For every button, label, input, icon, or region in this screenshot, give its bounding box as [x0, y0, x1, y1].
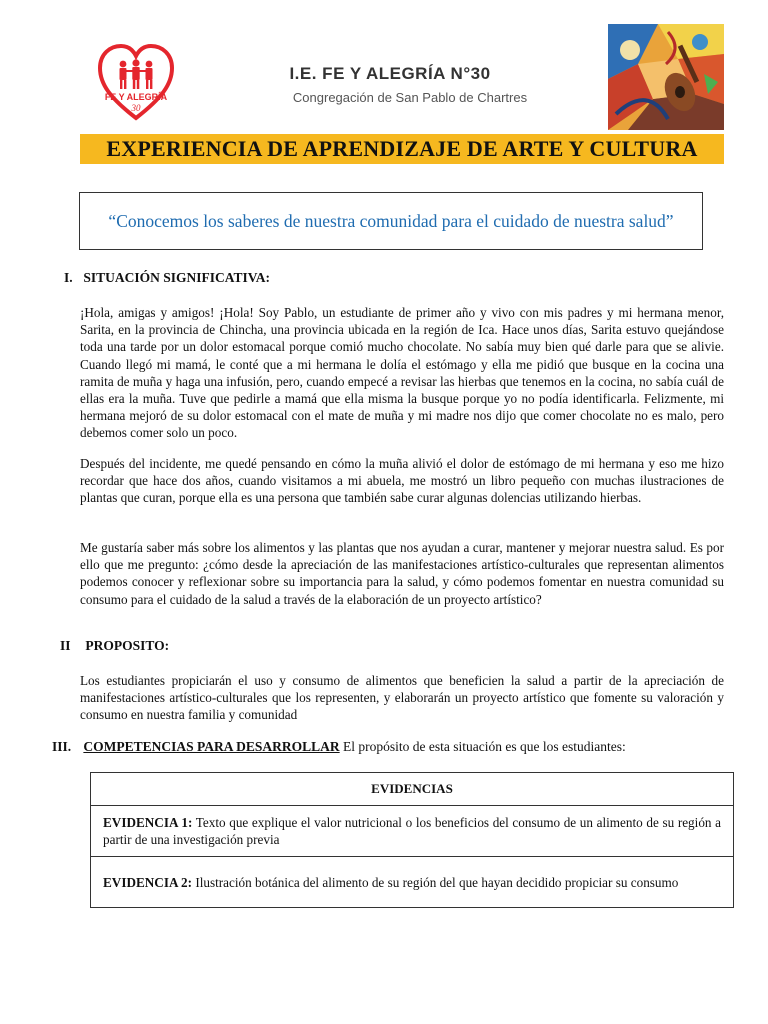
purpose-paragraph: Los estudiantes propiciarán el uso y consumo de alimentos que beneficien la salud a partir de la apreciación de manifestaciones artístico-culturales que los representen, y elaborarán un proyecto artístico que fomente su valoración y consumo en nuestra familia y comunidad [80, 673, 724, 723]
fe-y-alegria-logo [96, 44, 176, 122]
evidence-table [90, 772, 734, 908]
situation-paragraph-3: Me gustaría saber más sobre los alimentos y las plantas que nos ayudan a curar, mantener y mejorar nuestra salud. Es por ello que me pregunto: ¿cómo desde la apreciación de las manifestaciones artístico-culturales que representan alimentos podemos conocer y reflexionar sobre su importancia para la salud, y cómo podemos fomentar en nuestra comunidad su consumo para el cuidado de la salud a través de la elaboración de un proyecto artístico? [80, 540, 724, 607]
title-banner [80, 134, 724, 164]
evidence-1-cell [91, 806, 734, 857]
logo-text: FE Y ALEGRÍA [104, 92, 168, 102]
theme-quote-box [79, 192, 703, 250]
logo-number: 30 [131, 103, 141, 113]
section-2-number: II [60, 638, 71, 653]
page-title: EXPERIENCIA DE APRENDIZAJE DE ARTE Y CULTURA [106, 136, 698, 161]
situation-paragraph-1: ¡Hola, amigas y amigos! ¡Hola! Soy Pablo, un estudiante de primer año y vivo con mis padres y mi hermana menor, Sarita, en la provincia de Chincha, una provincia ubicada en la región de Ica. Hace unos días, Sarita estuvo quejándose toda una tarde por un dolor estomacal porque comió mucho chocolate. No sabía muy bien qué darle para que se alivie. Cuando llegó mi mamá, le conté que a mi hermana le dolía el estómago y ella me pidió que busque en la cocina una ramita de muña y haga una infusión, pero, cuando empecé a revisar las hierbas que tenemos en la cocina, no sabía cuál de ellas era la muña. Tuve que pedirle a mamá que ella misma la busque porque yo no podía identificarla. Felizmente, mi hermana mejoró de su dolor estomacal con el mate de muña y mi madre nos dijo que comer chocolate no es malo, pero debemos comer solo un poco. [80, 305, 724, 441]
table-row [91, 857, 734, 908]
theme-quote: “Conocemos los saberes de nuestra comunidad para el cuidado de nuestra salud” [108, 211, 674, 231]
section-1-heading [64, 270, 270, 286]
section-3-number: III. [52, 739, 72, 754]
congregation-name: Congregación de San Pablo de Chartres [292, 90, 528, 105]
evidence-2-text: Ilustración botánica del alimento de su región del que hayan decidido propiciar su consumo [192, 874, 679, 890]
section-1-number: I. [64, 270, 73, 285]
situation-paragraph-2: Después del incidente, me quedé pensando en cómo la muña alivió el dolor de estómago de mi hermana y eso me hizo recordar que hace dos años, cuando visitamos a mi abuela, me mostró un libro pequeño con muchas ilustraciones de plantas que curan, porque ella es una persona que también sabe curar algunas dolencias utilizando hierbas. [80, 456, 724, 506]
evidence-table-header: EVIDENCIAS [91, 773, 734, 806]
artwork-image [608, 24, 724, 130]
section-3-title: COMPETENCIAS PARA DESARROLLAR [83, 739, 340, 754]
table-row [91, 806, 734, 857]
institution-name: I.E. FE Y ALEGRÍA N°30 [289, 64, 491, 83]
evidence-2-cell [91, 857, 734, 908]
section-2-heading [60, 638, 169, 654]
evidence-1-text: Texto que explique el valor nutricional o los beneficios del consumo de un alimento de su región a partir de una investigación previa [103, 815, 721, 847]
evidence-2-label: EVIDENCIA 2: [103, 874, 193, 890]
section-2-title: PROPOSITO: [85, 638, 170, 653]
section-1-title: SITUACIÓN SIGNIFICATIVA: [83, 270, 271, 285]
section-3-intro: El propósito de esta situación es que los estudiantes: [339, 739, 626, 754]
evidence-1-label: EVIDENCIA 1: [103, 815, 193, 830]
section-3-heading [52, 739, 626, 755]
